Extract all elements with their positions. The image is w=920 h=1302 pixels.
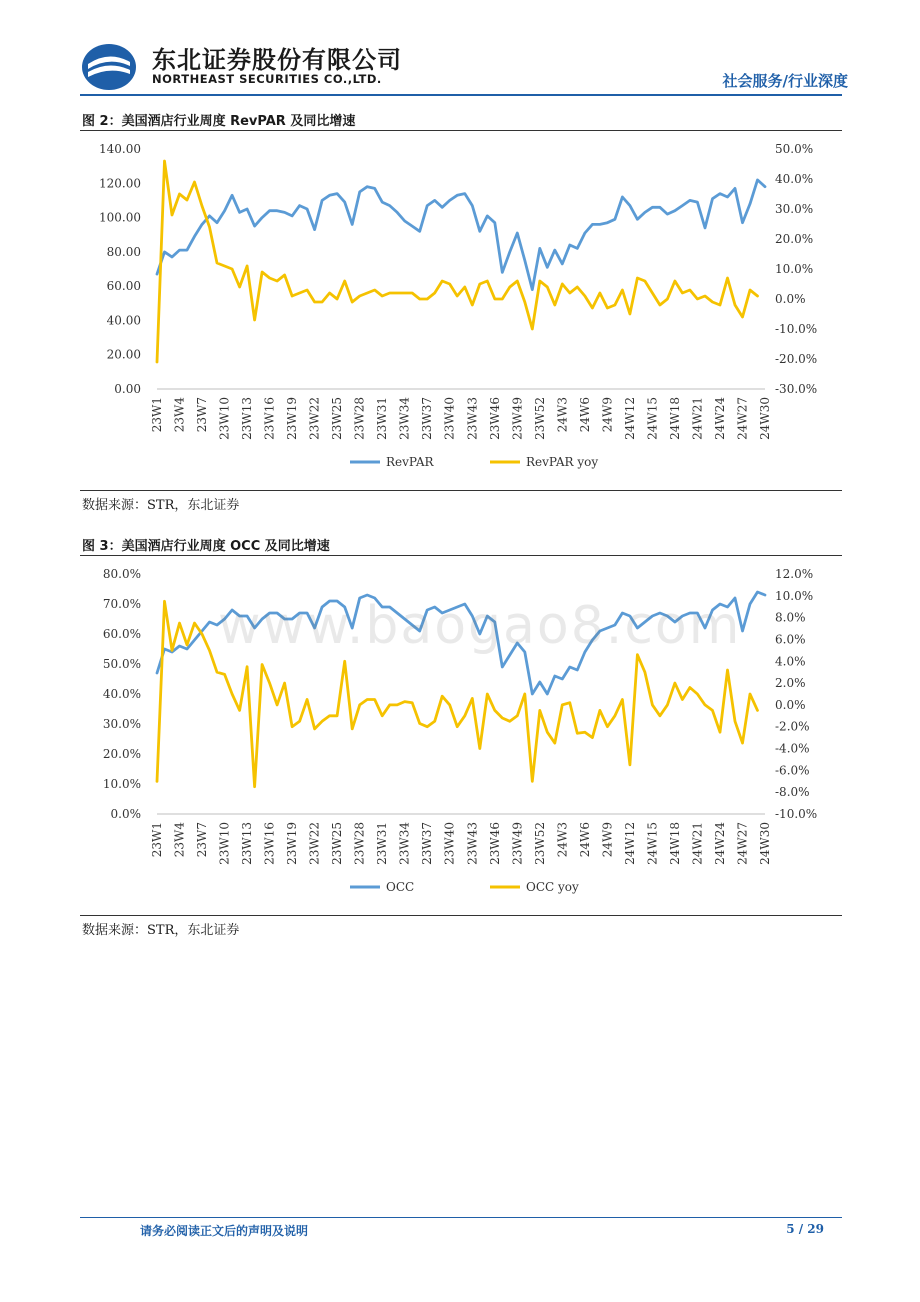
x-axis-tick-label: 23W7 [195, 397, 210, 433]
x-axis-tick-label: 24W18 [667, 397, 682, 440]
x-axis-tick-label: 23W4 [172, 822, 187, 858]
right-axis-tick-label: 40.0% [775, 172, 814, 186]
right-axis-tick-label: -30.0% [775, 382, 818, 396]
x-axis-tick-label: 23W28 [352, 822, 367, 865]
x-axis-tick-label: 23W19 [285, 397, 300, 440]
left-axis-tick-label: 20.00 [106, 347, 141, 362]
x-axis-tick-label: 24W9 [600, 822, 615, 858]
left-axis-tick-label: 0.00 [114, 382, 141, 396]
left-axis-tick-label: 120.00 [99, 176, 141, 191]
x-axis-tick-label: 24W24 [712, 822, 727, 865]
right-axis-tick-label: 10.0% [775, 588, 814, 603]
figure-2-bottom-rule [80, 490, 842, 491]
right-axis-tick-label: 0.0% [775, 292, 806, 306]
x-axis-tick-label: 23W34 [397, 822, 412, 865]
x-axis-tick-label: 23W4 [172, 397, 187, 433]
company-logo [80, 38, 410, 94]
right-axis-tick-label: -10.0% [775, 322, 818, 336]
right-axis-tick-label: -10.0% [775, 807, 818, 821]
company-name-cn: 东北证券股份有限公司 [152, 46, 402, 74]
right-axis-tick-label: 30.0% [775, 202, 814, 216]
x-axis-tick-label: 23W40 [442, 822, 457, 865]
x-axis-tick-label: 24W15 [645, 397, 660, 440]
footer-divider [80, 1217, 842, 1218]
left-axis-tick-label: 70.0% [102, 597, 141, 611]
x-axis-tick-label: 23W31 [375, 822, 390, 865]
x-axis-tick-label: 24W3 [555, 397, 570, 433]
right-axis-tick-label: 50.0% [775, 142, 814, 156]
right-axis-tick-label: 8.0% [775, 610, 806, 625]
x-axis-tick-label: 24W30 [758, 822, 772, 865]
x-axis-tick-label: 23W43 [465, 397, 480, 440]
right-axis-tick-label: 0.0% [775, 697, 806, 712]
figure-3-bottom-rule [80, 915, 842, 916]
x-axis-tick-label: 23W22 [307, 397, 322, 440]
legend-label: RevPAR yoy [526, 455, 599, 469]
right-axis-tick-label: 10.0% [775, 262, 814, 276]
x-axis-tick-label: 24W9 [600, 397, 615, 433]
right-axis-tick-label: 6.0% [775, 632, 806, 647]
revpar-chart [80, 131, 842, 489]
company-emblem-icon [80, 42, 138, 92]
report-category: 社会服务/行业深度 [722, 72, 848, 90]
header-divider [80, 94, 842, 96]
x-axis-tick-label: 24W3 [555, 822, 570, 858]
x-axis-tick-label: 23W1 [150, 822, 164, 858]
right-axis-tick-label: -2.0% [775, 719, 810, 734]
left-axis-tick-label: 60.00 [106, 279, 141, 294]
x-axis-tick-label: 23W25 [330, 397, 345, 440]
figure-2-source: 数据来源：STR，东北证券 [82, 498, 240, 513]
x-axis-tick-label: 23W52 [532, 397, 547, 440]
left-axis-tick-label: 0.0% [110, 807, 141, 821]
x-axis-tick-label: 24W30 [758, 397, 772, 440]
x-axis-tick-label: 23W43 [465, 822, 480, 865]
x-axis-tick-label: 24W27 [735, 397, 750, 440]
figure-3-title: 图 3：美国酒店行业周度 OCC 及同比增速 [82, 539, 330, 554]
company-name-en: NORTHEAST SECURITIES CO.,LTD. [152, 72, 382, 86]
left-axis-tick-label: 10.0% [102, 777, 141, 791]
footer-disclaimer: 请务必阅读正文后的声明及说明 [140, 1224, 309, 1238]
right-axis-tick-label: -8.0% [775, 785, 810, 800]
x-axis-tick-label: 23W10 [217, 822, 232, 865]
right-axis-tick-label: 2.0% [775, 676, 806, 691]
left-axis-tick-label: 80.0% [102, 567, 141, 581]
right-axis-tick-label: -6.0% [775, 763, 810, 778]
left-axis-tick-label: 50.0% [102, 657, 141, 671]
x-axis-tick-label: 23W31 [375, 397, 390, 440]
x-axis-tick-label: 23W49 [510, 822, 525, 865]
right-axis-tick-label: 4.0% [775, 654, 806, 669]
legend-label: RevPAR [386, 455, 434, 469]
series-line-yoy [157, 161, 758, 362]
x-axis-tick-label: 24W12 [622, 822, 637, 865]
x-axis-tick-label: 23W10 [217, 397, 232, 440]
x-axis-tick-label: 23W37 [420, 822, 435, 865]
x-axis-tick-label: 24W18 [667, 822, 682, 865]
x-axis-tick-label: 24W21 [690, 397, 705, 440]
x-axis-tick-label: 23W49 [510, 397, 525, 440]
x-axis-tick-label: 24W27 [735, 822, 750, 865]
left-axis-tick-label: 100.00 [99, 210, 141, 225]
x-axis-tick-label: 24W24 [712, 397, 727, 440]
legend-label: OCC [386, 880, 415, 894]
x-axis-tick-label: 23W22 [307, 822, 322, 865]
right-axis-tick-label: -20.0% [775, 352, 818, 366]
left-axis-tick-label: 40.0% [102, 687, 141, 701]
left-axis-tick-label: 30.0% [102, 717, 141, 731]
left-axis-tick-label: 20.0% [102, 747, 141, 761]
page-number: 5 / 29 [786, 1222, 824, 1236]
x-axis-tick-label: 23W46 [487, 822, 502, 865]
x-axis-tick-label: 24W6 [577, 396, 592, 433]
legend-label: OCC yoy [526, 880, 579, 894]
left-axis-tick-label: 60.0% [102, 627, 141, 641]
x-axis-tick-label: 23W19 [285, 822, 300, 865]
x-axis-tick-label: 24W21 [690, 822, 705, 865]
x-axis-tick-label: 23W1 [150, 397, 164, 433]
x-axis-tick-label: 24W15 [645, 822, 660, 865]
x-axis-tick-label: 23W37 [420, 397, 435, 440]
x-axis-tick-label: 23W28 [352, 397, 367, 440]
x-axis-tick-label: 23W46 [487, 397, 502, 440]
left-axis-tick-label: 80.00 [106, 244, 141, 259]
x-axis-tick-label: 23W16 [262, 397, 277, 440]
figure-2-title: 图 2：美国酒店行业周度 RevPAR 及同比增速 [82, 114, 356, 129]
right-axis-tick-label: 12.0% [775, 567, 814, 581]
x-axis-tick-label: 23W52 [532, 822, 547, 865]
right-axis-tick-label: -4.0% [775, 741, 810, 756]
x-axis-tick-label: 23W13 [240, 397, 255, 440]
x-axis-tick-label: 24W12 [622, 397, 637, 440]
watermark: www.baogao8.com [218, 596, 742, 656]
x-axis-tick-label: 23W16 [262, 822, 277, 865]
figure-3-source: 数据来源：STR，东北证券 [82, 923, 240, 938]
left-axis-tick-label: 140.00 [99, 142, 141, 156]
x-axis-tick-label: 23W13 [240, 822, 255, 865]
x-axis-tick-label: 23W34 [397, 397, 412, 440]
x-axis-tick-label: 23W25 [330, 822, 345, 865]
right-axis-tick-label: 20.0% [775, 232, 814, 246]
x-axis-tick-label: 23W7 [195, 822, 210, 858]
left-axis-tick-label: 40.00 [106, 313, 141, 328]
x-axis-tick-label: 23W40 [442, 397, 457, 440]
x-axis-tick-label: 24W6 [577, 822, 592, 858]
